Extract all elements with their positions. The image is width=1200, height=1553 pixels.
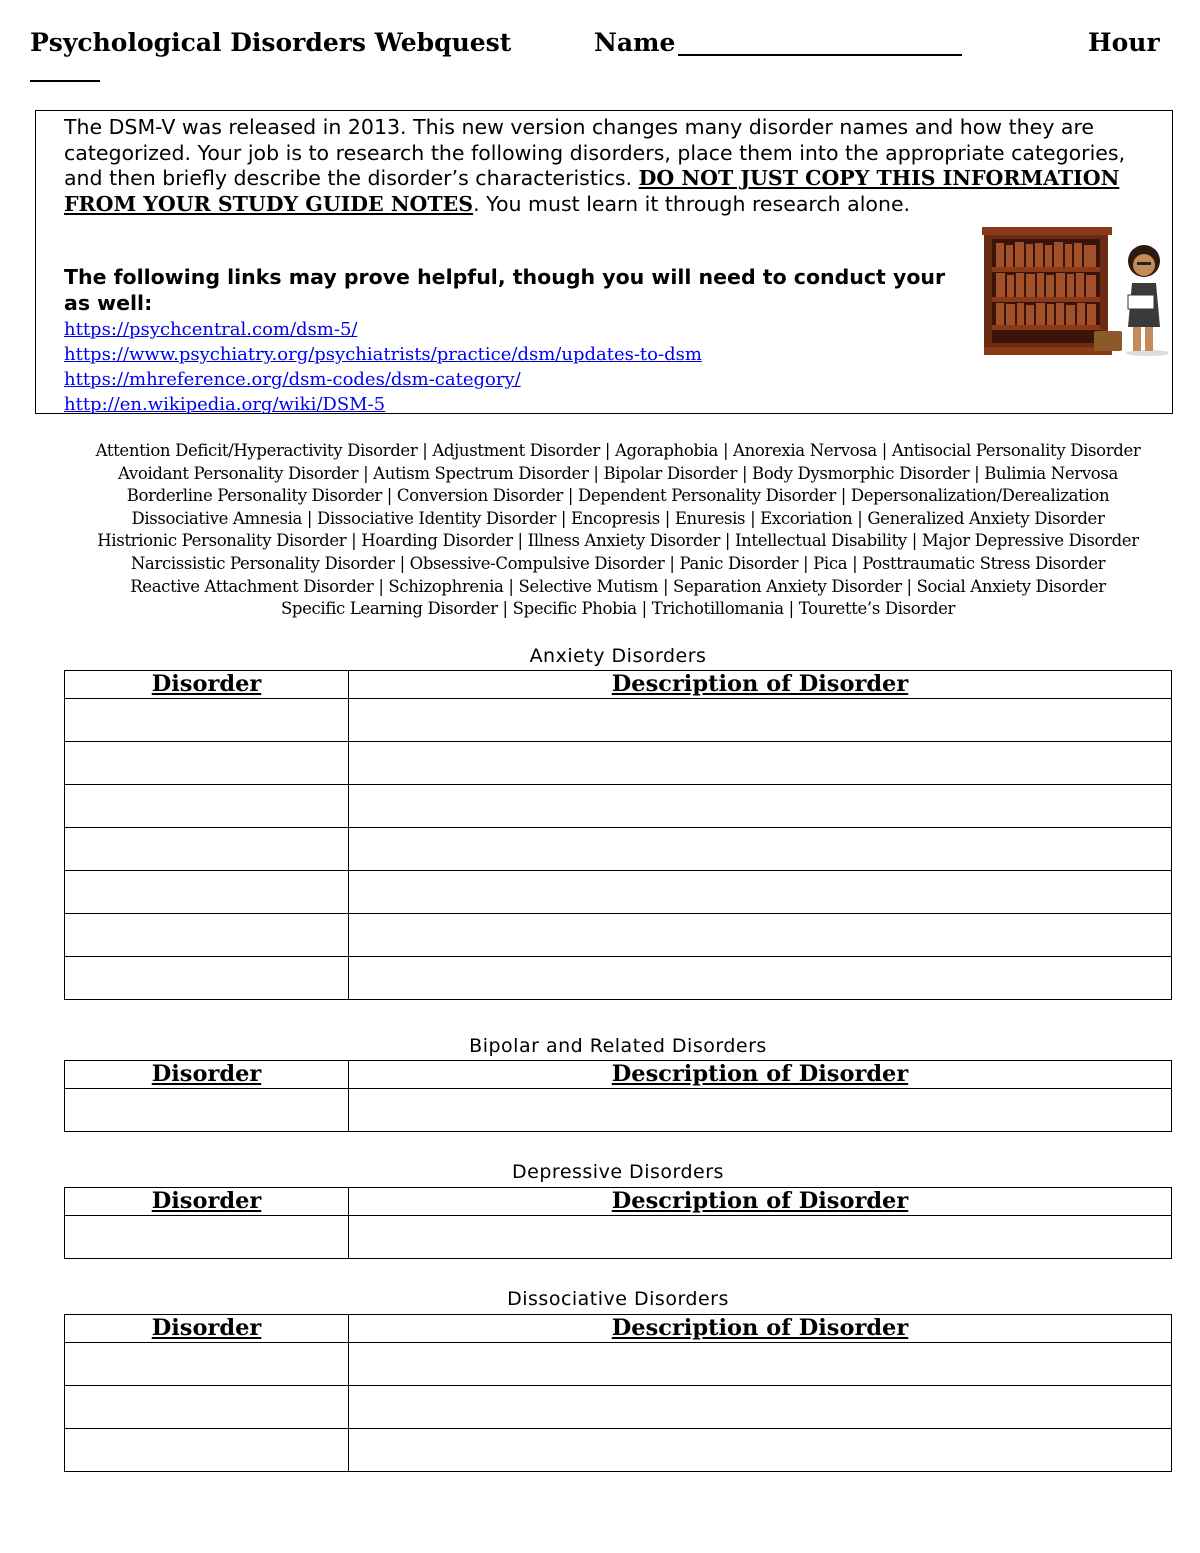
disorder-cell[interactable] (65, 1216, 349, 1259)
column-header-disorder: Disorder (65, 671, 349, 699)
description-cell[interactable] (349, 785, 1172, 828)
table-row (65, 785, 1172, 828)
disorder-cell[interactable] (65, 914, 349, 957)
worksheet-title: Psychological Disorders Webquest (30, 28, 512, 57)
table-row (65, 1386, 1172, 1429)
table-row (65, 1343, 1172, 1386)
hour-label: Hour (1088, 28, 1160, 57)
depressive-disorders-table (64, 1187, 1172, 1259)
disorder-cell[interactable] (65, 785, 349, 828)
intro-text-end: . You must learn it through research alone. (473, 191, 911, 216)
table-row (65, 957, 1172, 1000)
column-header-description: Description of Disorder (349, 1188, 1172, 1216)
table-row (65, 871, 1172, 914)
column-header-description: Description of Disorder (349, 671, 1172, 699)
table-row (65, 699, 1172, 742)
disorder-list-line: Reactive Attachment Disorder | Schizophrenia | Selective Mutism | Separation Anxiety Disorder | Social Anxiety Disorder (130, 576, 1106, 596)
description-cell[interactable] (349, 914, 1172, 957)
hour-blank-line (30, 80, 100, 82)
intro-text: The DSM-V was released in 2013. This new version changes many disorder names and how they are categorized. Your job is to research the following disorders, place them into the appropriate categories, and then briefly describe the disorder’s characteristics. (64, 115, 1126, 190)
link-psychiatry-org[interactable]: https://www.psychiatry.org/psychiatrists/practice/dsm/updates-to-dsm (64, 344, 702, 365)
links-heading-continued: as well: (64, 291, 153, 315)
disorder-list-line: Avoidant Personality Disorder | Autism Spectrum Disorder | Bipolar Disorder | Body Dysmorphic Disorder | Bulimia Nervosa (118, 463, 1118, 483)
disorder-cell[interactable] (65, 1089, 349, 1132)
disorder-cell[interactable] (65, 1386, 349, 1429)
link-wikipedia[interactable]: http://en.wikipedia.org/wiki/DSM-5 (64, 394, 386, 415)
table-row (65, 1429, 1172, 1472)
description-cell[interactable] (349, 742, 1172, 785)
links-heading: The following links may prove helpful, though you will need to conduct your (64, 265, 946, 289)
bipolar-disorders-table (64, 1060, 1172, 1132)
description-cell[interactable] (349, 1429, 1172, 1472)
column-header-disorder: Disorder (65, 1188, 349, 1216)
column-header-disorder: Disorder (65, 1061, 349, 1089)
bookshelf-teacher-icon (982, 227, 1168, 357)
disorder-list-line: Histrionic Personality Disorder | Hoarding Disorder | Illness Anxiety Disorder | Intellectual Disability | Major Depressive Disorder (97, 531, 1139, 551)
disorder-list-line: Borderline Personality Disorder | Conversion Disorder | Dependent Personality Disorder | Depersonalization/Derealization (126, 486, 1110, 506)
disorder-cell[interactable] (65, 699, 349, 742)
disorder-cell[interactable] (65, 742, 349, 785)
disorder-cell[interactable] (65, 1343, 349, 1386)
disorder-list-line: Dissociative Amnesia | Dissociative Identity Disorder | Encopresis | Enuresis | Excoriation | Generalized Anxiety Disorder (131, 508, 1105, 528)
name-label: Name (594, 28, 676, 57)
column-header-disorder: Disorder (65, 1315, 349, 1343)
table-row (65, 1216, 1172, 1259)
link-psychcentral[interactable]: https://psychcentral.com/dsm-5/ (64, 319, 358, 340)
description-cell[interactable] (349, 957, 1172, 1000)
link-mhreference[interactable]: https://mhreference.org/dsm-codes/dsm-category/ (64, 369, 521, 390)
intro-paragraph (64, 115, 1144, 217)
name-blank-line (678, 54, 962, 56)
section-title-bipolar: Bipolar and Related Disorders (469, 1035, 767, 1057)
table-row (65, 742, 1172, 785)
description-cell[interactable] (349, 871, 1172, 914)
instructions-box (35, 110, 1173, 414)
disorder-list-line: Narcissistic Personality Disorder | Obsessive-Compulsive Disorder | Panic Disorder | Pica | Posttraumatic Stress Disorder (130, 553, 1106, 573)
disorder-cell[interactable] (65, 1429, 349, 1472)
description-cell[interactable] (349, 1216, 1172, 1259)
description-cell[interactable] (349, 828, 1172, 871)
description-cell[interactable] (349, 1343, 1172, 1386)
table-row (65, 1089, 1172, 1132)
section-title-anxiety: Anxiety Disorders (529, 645, 707, 667)
disorder-list-line: Specific Learning Disorder | Specific Phobia | Trichotillomania | Tourette’s Disorder (280, 599, 956, 619)
disorder-list-line: Attention Deficit/Hyperactivity Disorder | Adjustment Disorder | Agoraphobia | Anorexia Nervosa | Antisocial Personality Disorder (95, 441, 1141, 460)
anxiety-disorders-table (64, 670, 1172, 1000)
column-header-description: Description of Disorder (349, 1061, 1172, 1089)
disorder-cell[interactable] (65, 828, 349, 871)
description-cell[interactable] (349, 699, 1172, 742)
table-row (65, 914, 1172, 957)
column-header-description: Description of Disorder (349, 1315, 1172, 1343)
disorder-cell[interactable] (65, 957, 349, 1000)
disorder-word-bank (56, 440, 1180, 621)
section-title-depressive: Depressive Disorders (512, 1161, 724, 1183)
copy-warning: DO NOT JUST COPY THIS INFORMATION FROM YOUR STUDY GUIDE NOTES (64, 166, 1120, 216)
dissociative-disorders-table (64, 1314, 1172, 1472)
section-title-dissociative: Dissociative Disorders (507, 1288, 729, 1310)
table-row (65, 828, 1172, 871)
resource-links (64, 317, 702, 417)
description-cell[interactable] (349, 1386, 1172, 1429)
disorder-cell[interactable] (65, 871, 349, 914)
description-cell[interactable] (349, 1089, 1172, 1132)
